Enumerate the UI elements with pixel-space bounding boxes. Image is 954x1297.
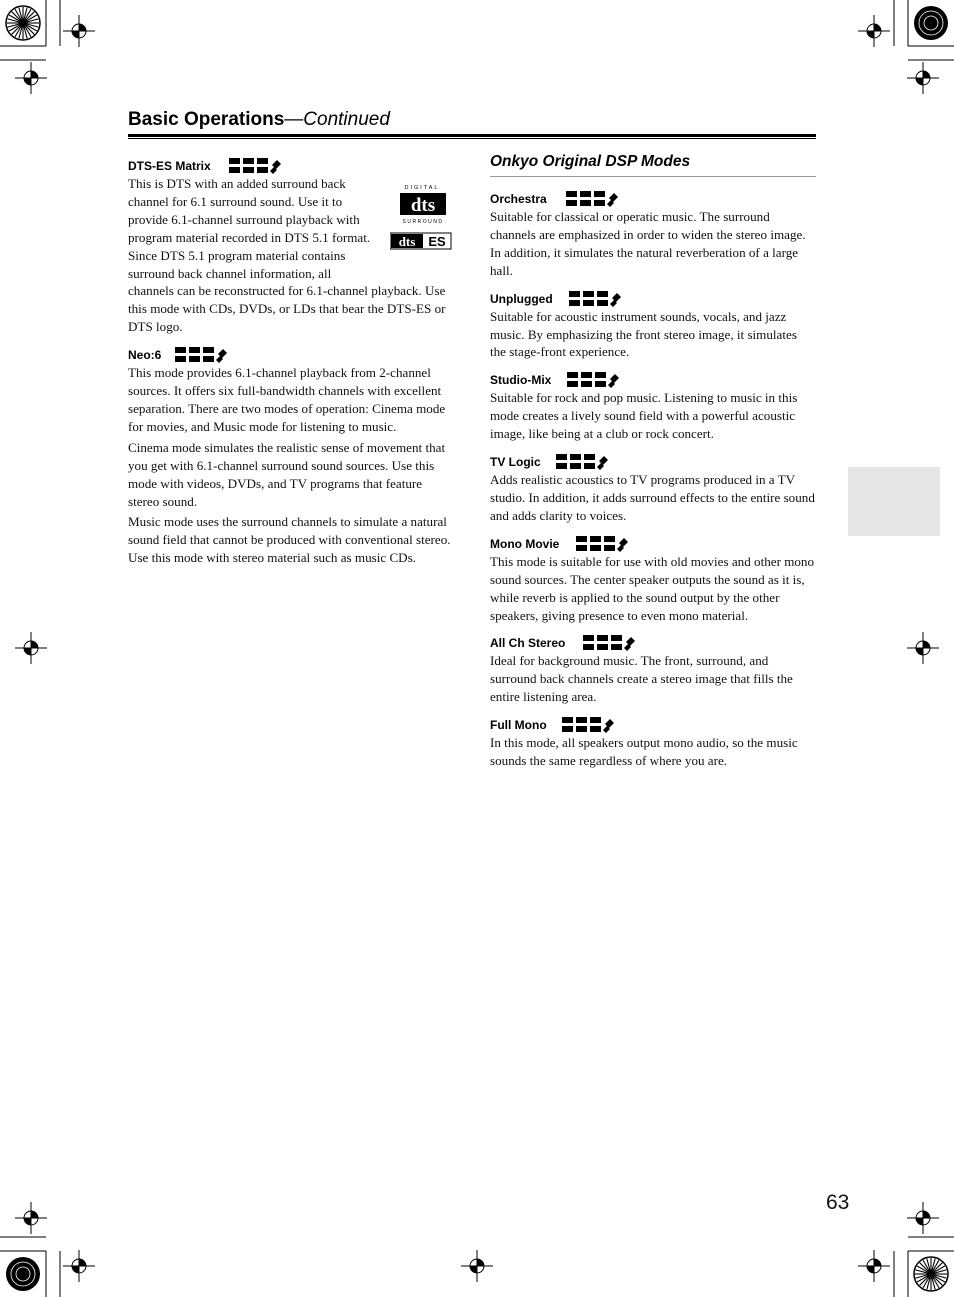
mode-description: This is DTS with an added surround back channel for 6.1 surround sound. Use it to provide 6.1-channel surround playback with program material recorded in DTS 5.1 format. Since DTS 5.1 program material contains surround back channel information, all channels can be reconstructed for 6.1-channel playback. Use this mode with CDs, DVDs, or LDs that bear the DTS-ES or DTS logo. [128,176,446,335]
mode-description: This mode provides 6.1-channel playback from 2-channel sources. It offers six full-bandwidth channels with excellent separation. There are two modes of operation: Cinema mode for movies, and Music mode for listening to music. [128,365,446,434]
speaker-layout-icon [229,157,281,180]
dts-logo-main-text: dts [410,195,436,216]
mode-entry-head [490,290,816,307]
section-thumb-tab [848,467,940,536]
mode-entry-head [128,157,456,174]
mode-entry-full-mono [490,716,816,770]
crosshair-mark [907,632,939,664]
crosshair-mark [63,1250,95,1282]
mode-entry-tv-logic [490,453,816,525]
header-rule [128,134,816,139]
mode-title: Orchestra [490,192,547,206]
mode-entry-neo6 [128,346,456,567]
mode-title: TV Logic [490,455,541,470]
speaker-layout-icon [556,453,608,476]
mode-entry-orchestra [490,190,816,280]
mode-entry-head [128,346,456,363]
crosshair-mark [63,15,95,47]
crosshair-mark [858,1250,890,1282]
mode-description: Ideal for background music. The front, surround, and surround back channels create a stereo image that fills the entire listening area. [490,653,793,705]
mode-title: Mono Movie [490,536,560,551]
mode-entry-unplugged [490,290,816,362]
mode-description: Cinema mode simulates the realistic sense of movement that you get with 6.1-channel surround sound sources. Use this mode with videos, DVDs, and TV programs that feature stereo sound. [128,439,446,509]
mode-entry-mono-movie [490,535,816,625]
mode-entry-head [490,535,816,552]
starburst-mark-bottom-left [4,1255,42,1293]
header-continued-text: —Continued [284,109,390,130]
mode-description: This mode is suitable for use with old movies and other mono sound sources. The center speaker outputs the sound as it is, while reverb is applied to the sound output by the other speakers, giving presence to even mono material. [490,553,815,623]
starburst-mark-bottom-right [912,1255,950,1293]
dts-logo-bottom-text: SURROUND [402,219,444,225]
speaker-layout-icon [566,190,618,213]
mode-entry-head [490,634,816,651]
mode-description: Suitable for rock and pop music. Listening to music in this mode creates a lively sound field with a powerful acoustic image, like being at a club or rock concert. [490,390,798,442]
speaker-layout-icon [567,371,619,394]
speaker-layout-icon [576,535,628,558]
header-title-text: Basic Operations [128,109,285,130]
mode-entry-all-ch-stereo [490,634,816,706]
mode-title: Studio-Mix [490,373,552,388]
page-number: 63 [826,1191,850,1214]
mode-title: Unplugged [490,291,553,306]
mode-description: In this mode, all speakers output mono audio, so the music sounds the same regardless of where you are. [490,735,798,769]
section-title: Onkyo Original DSP Modes [490,150,816,177]
mode-entry-head [490,371,816,388]
mode-entry-dts-es-matrix [128,157,456,336]
crosshair-mark [15,632,47,664]
crosshair-mark [907,1202,939,1234]
mode-title: DTS-ES Matrix [128,159,211,173]
speaker-layout-icon [583,634,635,657]
dts-es-logo-right-text: ES [428,234,446,249]
starburst-mark-top-left [4,4,42,42]
dts-logos [390,183,452,275]
mode-entry-studio-mix [490,371,816,443]
page-title [128,106,816,134]
crosshair-mark [907,62,939,94]
mode-description: Suitable for acoustic instrument sounds, vocals, and jazz music. By emphasizing the front stereo image, it simulates the stage-front experience. [490,308,797,360]
mode-title: All Ch Stereo [490,636,566,651]
mode-entry-head [490,190,816,207]
speaker-layout-icon [562,716,614,739]
mode-description: Suitable for classical or operatic music. The surround channels are emphasized in order to widen the stereo image. In addition, it simulates the natural reverberation of a large hall. [490,209,806,278]
speaker-layout-icon [569,290,621,313]
crosshair-mark [858,15,890,47]
right-column [490,150,816,780]
speaker-layout-icon [175,346,227,369]
left-column [128,157,456,577]
dts-logo-icon [390,183,452,275]
mode-description: Music mode uses the surround channels to simulate a natural sound field that cannot be produced with conventional stereo. Use this mode with stereo material such as music CDs. [128,514,451,566]
crosshair-mark [461,1250,493,1282]
starburst-mark-top-right [912,4,950,42]
page-header [128,106,816,134]
mode-entry-head [490,716,816,733]
crosshair-mark [15,1202,47,1234]
dts-es-logo-left-text: dts [398,234,416,249]
mode-title: Neo:6 [128,348,162,363]
mode-entry-head [490,453,816,470]
dts-logo-top-text: DIGITAL [404,185,440,191]
crosshair-mark [15,62,47,94]
mode-title: Full Mono [490,718,547,733]
mode-description: Adds realistic acoustics to TV programs produced in a TV studio. In addition, it adds surround effects to the entire sound and adds clarity to voices. [490,472,815,523]
